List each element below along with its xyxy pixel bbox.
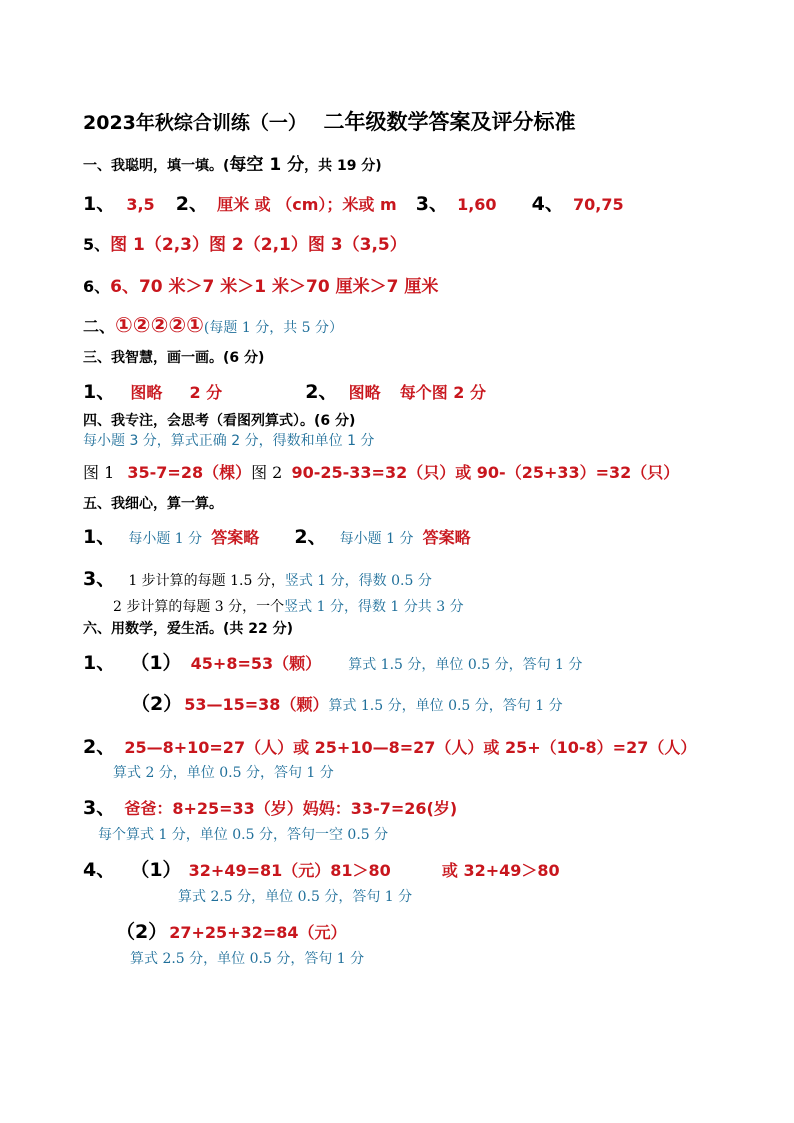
answer-draw-1: 图略 [130, 383, 163, 402]
answer-q4-1: 32+49=81（元）81＞80 [188, 861, 391, 880]
scoring-q3: 每个算式 1 分，单位 0.5 分，答句一空 0.5 分 [98, 827, 389, 843]
answer-1: 3,5 [126, 195, 155, 214]
answer-calc-2: 答案略 [422, 528, 471, 547]
answer-q1-1: 45+8=53（颗） [190, 654, 322, 673]
answer-calc-1: 答案略 [211, 528, 260, 547]
section1-heading-total: ，共 19 分) [304, 158, 382, 174]
title-part2: 二年级数学答案及评分标准 [323, 110, 576, 134]
item-number: 6、 [83, 277, 111, 296]
sub-number: （1） [130, 859, 182, 881]
section5-line4 [113, 596, 464, 616]
item-number: 1、 [83, 193, 116, 215]
section6-heading: 六、用数学，爱生活。(共 22 分) [83, 621, 294, 637]
figure-label-2: 图 2 [251, 463, 283, 482]
answer-2: 厘米 或 （cm）；米或 m [217, 195, 397, 214]
section1-line1 [83, 189, 624, 216]
q1-part1 [83, 648, 582, 675]
section3-line [83, 377, 486, 404]
item-number: 1、 [83, 526, 116, 548]
section4-heading: 四、我专注，会思考（看图列算式）。(6 分) [83, 413, 356, 429]
q4-part1 [83, 855, 560, 882]
q3-answer [83, 793, 457, 820]
score-draw-1: 2 分 [189, 383, 223, 402]
item-number: 3、 [415, 193, 448, 215]
answer-q2: 25—8+10=27（人）或 25+10—8=27（人）或 25+（10-8）=27（人） [124, 738, 697, 757]
item-number: 2、 [83, 736, 116, 758]
sub-number: （2） [131, 693, 183, 715]
section2-line [83, 313, 343, 337]
answer-draw-2: 图略 [348, 383, 381, 402]
scoring-q2: 算式 2 分，单位 0.5 分，答句 1 分 [113, 765, 334, 781]
title-part1: 2023年秋综合训练（一） [83, 112, 307, 134]
scoring-1: 每小题 1 分 [128, 531, 203, 547]
q2-answer [83, 732, 696, 759]
scoring-q1-2: 算式 1.5 分，单位 0.5 分，答句 1 分 [328, 698, 563, 714]
section1-heading [83, 150, 382, 175]
q1-part2 [131, 689, 563, 716]
answer-q4-1-alt: 或 32+49＞80 [441, 861, 560, 880]
rule-one-step-scoring: 竖式 1 分，得数 0.5 分 [284, 573, 432, 589]
answer-4: 70,75 [572, 195, 624, 214]
item-number: 4、 [531, 193, 564, 215]
answer-q3: 爸爸：8+25=33（岁）妈妈：33-7=26(岁) [124, 799, 458, 818]
answer-q1-2: 53—15=38（颗） [184, 695, 329, 714]
section4-answers [83, 460, 679, 483]
item-number: 4、 [83, 859, 116, 881]
section5-line1 [83, 522, 471, 549]
section5-heading: 五、我细心，算一算。 [83, 496, 223, 512]
section1-line5 [83, 230, 407, 255]
answer-q4-2: 27+25+32=84（元） [169, 923, 347, 942]
score-draw-2: 每个图 2 分 [399, 383, 486, 402]
q4-part2 [116, 917, 347, 944]
item-number: 1、 [83, 652, 116, 674]
section2-prefix: 二、 [83, 317, 116, 336]
item-number: 2、 [305, 381, 338, 403]
scoring-2: 每小题 1 分 [339, 531, 414, 547]
answer-figure-2: 90-25-33=32（只）或 90-（25+33）=32（只） [291, 463, 680, 482]
section1-line6 [83, 272, 438, 297]
section1-heading-points: 每空 1 分 [229, 155, 305, 175]
answer-figure-1: 35-7=28（棵） [127, 463, 252, 482]
section2-scoring: (每题 1 分，共 5 分） [203, 320, 343, 336]
item-number: 3、 [83, 797, 116, 819]
section2-answers: ①②②②① [115, 313, 204, 337]
scoring-q1-1: 算式 1.5 分，单位 0.5 分，答句 1 分 [348, 657, 583, 673]
item-number: 3、 [83, 568, 116, 590]
item-number: 2、 [294, 526, 327, 548]
item-number: 2、 [175, 193, 208, 215]
item-number: 1、 [83, 381, 116, 403]
rule-two-step-scoring: 竖式 1 分，得数 1 分共 3 分 [284, 599, 464, 615]
figure-label-1: 图 1 [83, 463, 115, 482]
page-title [83, 106, 576, 136]
rule-two-step: 2 步计算的每题 3 分，一个 [113, 599, 285, 615]
scoring-q4-2: 算式 2.5 分，单位 0.5 分，答句 1 分 [130, 951, 365, 967]
section5-line3 [83, 564, 432, 591]
section3-heading: 三、我智慧，画一画。(6 分) [83, 350, 265, 366]
section1-heading-text: 一、我聪明，填一填。( [83, 158, 230, 174]
rule-one-step: 1 步计算的每题 1.5 分， [128, 573, 285, 589]
item-number: 5、 [83, 235, 111, 254]
section4-scoring: 每小题 3 分，算式正确 2 分，得数和单位 1 分 [83, 433, 375, 449]
scoring-q4-1: 算式 2.5 分，单位 0.5 分，答句 1 分 [178, 889, 413, 905]
sub-number: （1） [130, 652, 182, 674]
answer-6: 6、70 米＞7 米＞1 米＞70 厘米＞7 厘米 [110, 277, 439, 297]
answer-3: 1,60 [457, 195, 497, 214]
sub-number: （2） [116, 921, 168, 943]
answer-5: 图 1（2,3）图 2（2,1）图 3（3,5） [110, 235, 407, 255]
